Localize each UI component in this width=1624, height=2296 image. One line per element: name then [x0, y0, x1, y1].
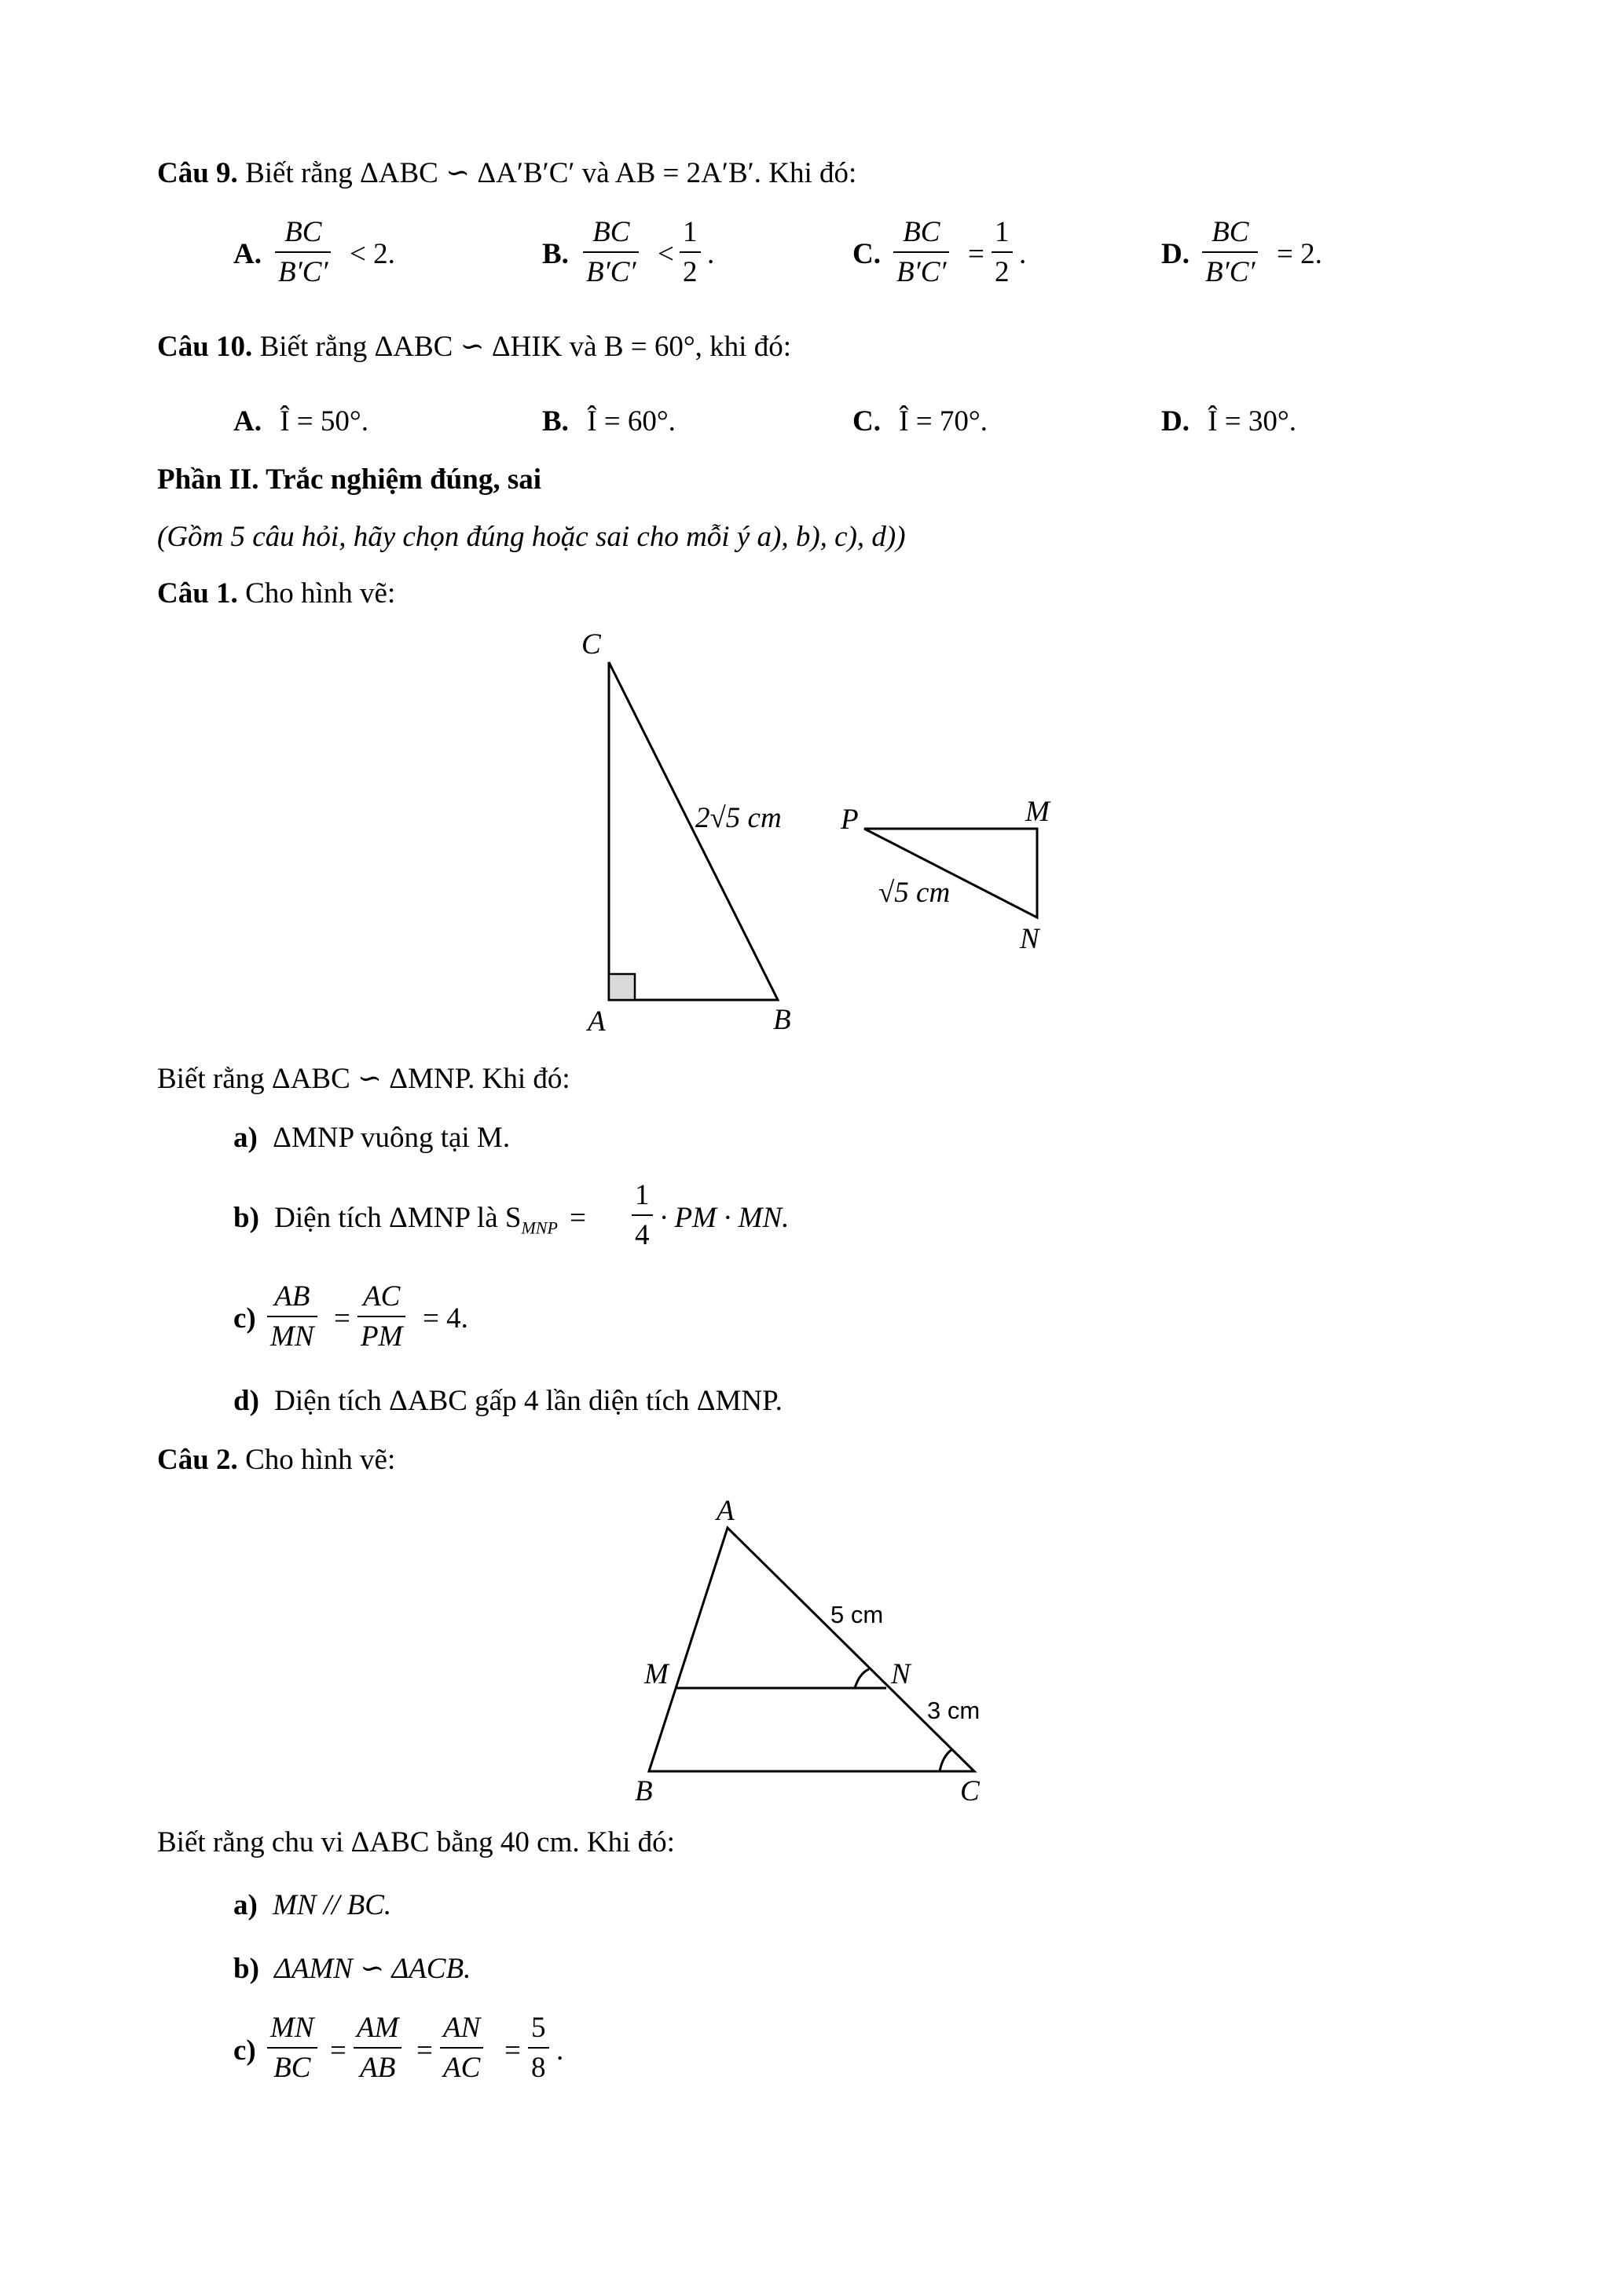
fig1-label-a: A — [588, 1005, 606, 1038]
fig2-label-an: 5 cm — [830, 1601, 884, 1628]
q9-option-c-rel: = — [968, 238, 984, 270]
q9-option-b-letter[interactable]: B. — [542, 238, 569, 270]
fig1-label-c: C — [581, 628, 601, 661]
p2q2-a-text: MN // BC. — [273, 1889, 392, 1921]
angle-mark-c — [940, 1749, 952, 1771]
p2q1-stem: Cho hình vẽ: — [245, 577, 396, 610]
p2q1-b-tail: · PM · MN. — [660, 1202, 790, 1234]
p2q2-c-frac4 — [528, 2013, 549, 2082]
q9-option-d-letter[interactable]: D. — [1161, 238, 1190, 270]
fig2-label-m: M — [644, 1658, 669, 1690]
p2q1-c-tail: = 4. — [423, 1302, 468, 1335]
part2-title: Phần II. Trắc nghiệm đúng, sai — [157, 463, 542, 496]
fig2-label-nc: 3 cm — [927, 1697, 981, 1724]
q9-option-c-letter[interactable]: C. — [852, 238, 881, 270]
p2q2-c-n4: 5 — [531, 2012, 546, 2044]
p2q2-c-label[interactable]: c) — [233, 2034, 256, 2067]
q9-d-num: BC — [1212, 216, 1249, 248]
p2q2-c-eq1: = — [330, 2034, 346, 2067]
p2q2-c-n3: AN — [443, 2012, 481, 2044]
p2q2-label: Câu 2. — [157, 1444, 238, 1476]
q9-a-den: B′C′ — [275, 251, 331, 287]
p2q1-b-num: 1 — [635, 1179, 650, 1211]
p2q2-c-n1: MN — [270, 2012, 314, 2044]
p2q1-c-n1: AB — [274, 1280, 310, 1313]
q9-label: Câu 9. — [157, 157, 238, 189]
fig1-label-b: B — [773, 1004, 791, 1036]
q9-c-rnum: 1 — [995, 216, 1010, 248]
angle-mark-n — [855, 1669, 869, 1688]
q10-b-letter: B. — [542, 405, 569, 438]
q10-line — [157, 332, 791, 361]
p2q1-item-b[interactable] — [233, 1203, 586, 1236]
fig2-label-a: A — [717, 1495, 735, 1527]
fig1-label-pn: √5 cm — [878, 877, 951, 909]
fig2-label-c: C — [960, 1775, 980, 1807]
p2q2-c-eq2: = — [416, 2034, 433, 2067]
p2q1-line — [157, 579, 395, 608]
q10-option-a[interactable] — [233, 407, 368, 436]
q9-option-c-rhs — [992, 218, 1013, 287]
q10-a-text: Î = 50°. — [280, 405, 368, 438]
p2q1-item-a[interactable] — [233, 1123, 510, 1152]
q9-option-b-tail: . — [707, 238, 715, 270]
p2q2-c-d3: AC — [440, 2047, 483, 2082]
p2q1-a-text: ΔMNP vuông tại M. — [273, 1122, 511, 1154]
p2q2-c-d1: BC — [267, 2047, 317, 2082]
fig2-label-n: N — [891, 1658, 911, 1690]
p2q2-line — [157, 1445, 395, 1474]
p2q1-d-label: d) — [233, 1385, 259, 1417]
p2q1-b-text: Diện tích ΔMNP là S — [274, 1202, 522, 1234]
p2q1-b-label: b) — [233, 1202, 259, 1234]
p2q1-d-text: Diện tích ΔABC gấp 4 lần diện tích ΔMNP. — [274, 1385, 783, 1417]
p2q1-c-label[interactable]: c) — [233, 1302, 256, 1335]
p2q2-c-frac2 — [354, 2013, 401, 2082]
p2q2-item-a[interactable] — [233, 1891, 391, 1920]
q9-d-den: B′C′ — [1202, 251, 1258, 287]
p2q2-a-label: a) — [233, 1889, 258, 1921]
p2q1-c-n2: AC — [363, 1280, 401, 1313]
p2q1-given: Biết rằng ΔABC ∽ ΔMNP. Khi đó: — [157, 1063, 570, 1095]
q9-stem: Biết rằng ΔABC ∽ ΔA′B′C′ và AB = 2A′B′. Khi đó: — [245, 157, 857, 189]
q10-c-letter: C. — [852, 405, 881, 438]
p2q2-c-d4: 8 — [528, 2047, 549, 2082]
right-angle-mark-a — [609, 974, 635, 1000]
fig1-label-m: M — [1025, 796, 1050, 828]
q9-option-c-tail: . — [1019, 238, 1027, 270]
q9-b-rden: 2 — [680, 251, 701, 287]
q9-c-rden: 2 — [992, 251, 1013, 287]
fig2-label-b: B — [635, 1775, 653, 1807]
p2q1-b-fraction — [632, 1181, 653, 1250]
q9-c-den: B′C′ — [893, 251, 949, 287]
p2q2-item-b[interactable] — [233, 1954, 471, 1983]
q9-a-num: BC — [284, 216, 322, 248]
p2q1-c-eq1: = — [334, 1302, 350, 1335]
p2q1-b-eq: = — [570, 1202, 587, 1234]
q10-c-text: Î = 70°. — [899, 405, 988, 438]
q9-option-a-letter[interactable]: A. — [233, 238, 262, 270]
p2q2-given: Biết rằng chu vi ΔABC bằng 40 cm. Khi đó: — [157, 1826, 675, 1858]
p2q1-b-sub: MNP — [521, 1218, 558, 1238]
q9-option-b-rhs — [680, 218, 701, 287]
fig1-label-n: N — [1020, 923, 1039, 955]
p2q1-a-label: a) — [233, 1122, 258, 1154]
q9-line — [157, 159, 856, 188]
triangle-abc-2 — [649, 1528, 974, 1771]
p2q2-b-text: ΔAMN ∽ ΔACB. — [274, 1953, 471, 1985]
fig1-label-hypotenuse: 2√5 cm — [695, 802, 782, 834]
p2q2-b-label: b) — [233, 1953, 259, 1985]
q9-b-den: B′C′ — [583, 251, 639, 287]
q10-d-letter: D. — [1161, 405, 1190, 438]
p2q2-stem: Cho hình vẽ: — [245, 1444, 396, 1476]
p2q2-c-tail: . — [556, 2034, 564, 2067]
p2q2-c-frac3 — [440, 2013, 483, 2082]
p2q1-c-frac2 — [357, 1282, 405, 1351]
q10-option-b[interactable] — [542, 407, 676, 436]
q10-a-letter: A. — [233, 405, 262, 438]
p2q1-b-den: 4 — [632, 1214, 653, 1250]
q10-option-c[interactable] — [852, 407, 988, 436]
q10-d-text: Î = 30°. — [1208, 405, 1296, 438]
p2q2-c-d2: AB — [354, 2047, 401, 2082]
p2q1-item-d[interactable] — [233, 1386, 783, 1415]
q9-option-b-fraction — [583, 218, 639, 287]
p2q2-c-eq3: = — [504, 2034, 521, 2067]
q9-option-d-fraction — [1202, 218, 1258, 287]
fig1-label-p: P — [841, 804, 859, 836]
q9-option-c-fraction — [893, 218, 949, 287]
q10-stem: Biết rằng ΔABC ∽ ΔHIK và B = 60°, khi đó: — [259, 331, 791, 363]
p2q2-c-frac1 — [267, 2013, 317, 2082]
q9-b-rnum: 1 — [683, 216, 698, 248]
q9-c-num: BC — [903, 216, 940, 248]
p2q1-label: Câu 1. — [157, 577, 238, 610]
q9-option-d-tail: = 2. — [1277, 238, 1322, 270]
q9-option-a-tail: < 2. — [350, 238, 395, 270]
q10-b-text: Î = 60°. — [587, 405, 676, 438]
q9-option-b-rel: < — [658, 238, 674, 270]
p2q1-c-d1: MN — [267, 1316, 317, 1351]
p2q1-c-frac1 — [267, 1282, 317, 1351]
q10-label: Câu 10. — [157, 331, 253, 363]
q9-b-num: BC — [592, 216, 630, 248]
q10-option-d[interactable] — [1161, 407, 1296, 436]
p2q1-c-d2: PM — [357, 1316, 405, 1351]
part2-note: (Gồm 5 câu hỏi, hãy chọn đúng hoặc sai cho mỗi ý a), b), c), d)) — [157, 521, 906, 553]
q9-option-a-fraction — [275, 218, 331, 287]
p2q2-c-n2: AM — [357, 2012, 399, 2044]
